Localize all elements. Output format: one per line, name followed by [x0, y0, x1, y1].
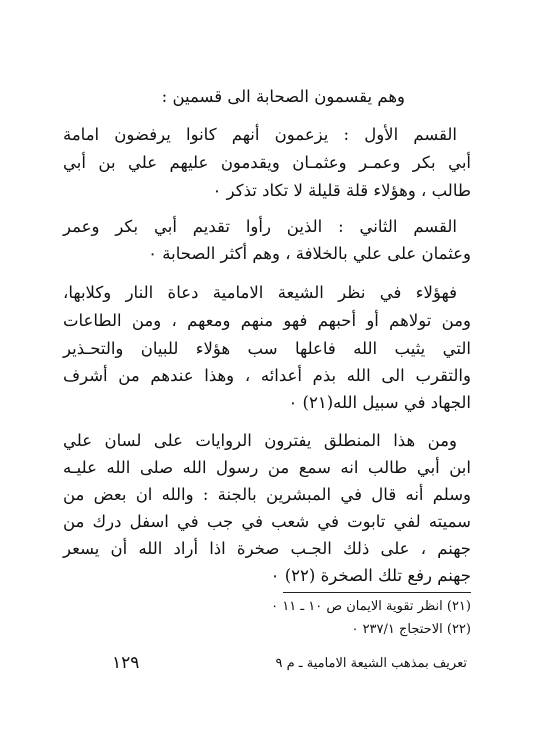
paragraph-3-line-3: التي يثيب الله فاعلها سب هؤلاء للبيان والتحـذير	[63, 339, 471, 358]
paragraph-4-line-5: جهنم ، على ذلك الجـب صخرة اذا أراد الله أن يسعر	[63, 539, 471, 558]
paragraph-1-line-3: طالب ، وهؤلاء قلة قليلة لا تكاد تذكر ٠	[212, 181, 471, 200]
page-number: ١٢٩	[112, 653, 140, 673]
section-heading: وهم يقسمون الصحابة الى قسمين :	[161, 87, 405, 106]
paragraph-4-line-3: وسلم أنه قال في المبشرين بالجنة : والله ان بعض من	[63, 485, 471, 504]
paragraph-3-line-4: والتقرب الى الله بذم أعدائه ، وهذا عندهم من أشرف	[63, 366, 471, 385]
paragraph-4-line-2: ابن أبي طالب انه سمع من رسول الله صلى الله عليـه	[63, 458, 471, 477]
paragraph-3-line-1: فهؤلاء في نظر الشيعة الامامية دعاة النار وكلابها،	[63, 283, 457, 302]
paragraph-1-line-2: أبي بكر وعمـر وعثمـان ويقدمون عليهم علي بن أبي	[63, 153, 471, 172]
paragraph-3-line-5: الجهاد في سبيل الله(٢١) ٠	[288, 393, 471, 412]
paragraph-3-line-2: ومن تولاهم أو أحبهم فهو منهم ومعهم ، ومن الطاعات	[63, 311, 471, 330]
footnote-divider	[283, 592, 471, 593]
paragraph-4-line-4: سميته لفي تابوت في شعب في جب في اسفل درك من	[63, 512, 471, 531]
running-footer-title: تعريف بمذهب الشيعة الامامية ـ م ٩	[275, 656, 467, 671]
paragraph-2-line-2: وعثمان على علي بالخلافة ، وهم أكثر الصحابة ٠	[148, 244, 471, 263]
paragraph-4-line-6: جهنم رفع تلك الصخرة (٢٢) ٠	[270, 566, 471, 585]
footnote-22: (٢٢) الاحتجاج ٢٣٧/١ ٠	[351, 622, 471, 637]
paragraph-1-line-1: القسم الأول : يزعمون أنهم كانوا يرفضون امامة	[63, 125, 457, 144]
paragraph-2-line-1: القسم الثاني : الذين رأوا تقديم أبي بكر وعمر	[63, 217, 457, 236]
paragraph-4-line-1: ومن هذا المنطلق يفترون الروايات على لسان علي	[63, 431, 457, 450]
footnote-21: (٢١) انظر تقوية الايمان ص ١٠ ـ ١١ ٠	[271, 599, 471, 614]
